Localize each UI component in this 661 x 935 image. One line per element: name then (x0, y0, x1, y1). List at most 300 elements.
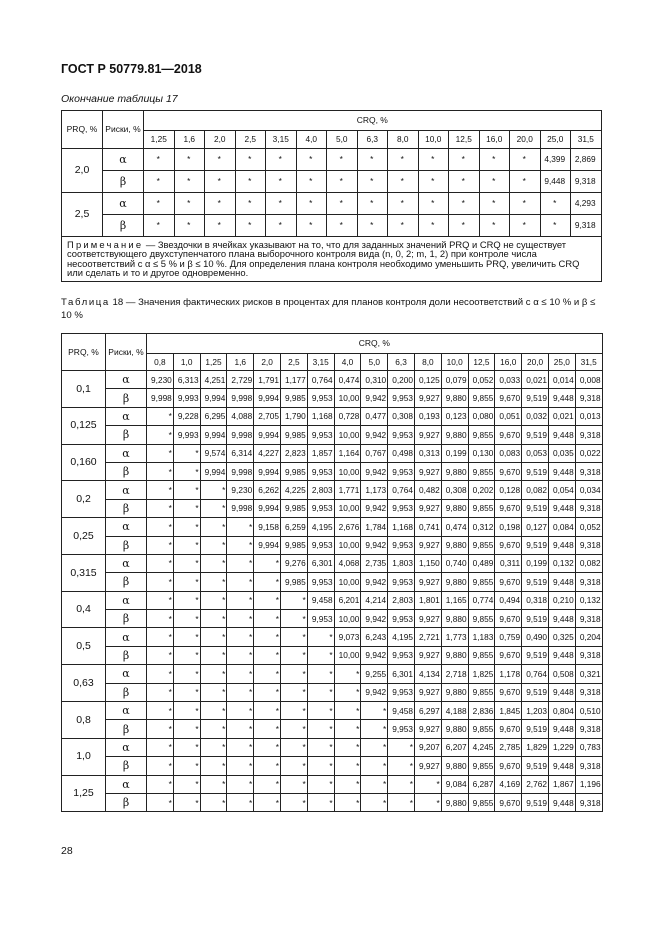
risk-value: * (174, 149, 205, 171)
risk-value: * (334, 665, 361, 683)
risk-value: 4,214 (361, 591, 388, 609)
risk-value: 9,670 (495, 389, 522, 407)
risk-value: * (266, 171, 297, 193)
risk-value: * (173, 573, 200, 591)
risk-value: 9,880 (441, 462, 468, 480)
risk-value: * (173, 738, 200, 756)
prq-value: 2,0 (62, 149, 103, 193)
risk-value: * (227, 646, 254, 664)
page-number: 28 (61, 845, 73, 857)
alpha-symbol: α (106, 591, 147, 609)
risk-value: * (205, 149, 236, 171)
risk-value: 9,953 (307, 462, 334, 480)
risk-value: * (173, 591, 200, 609)
risk-value: 9,985 (280, 462, 307, 480)
risk-value: 9,670 (495, 793, 522, 811)
risk-value: 0,741 (414, 518, 441, 536)
risk-value: 0,082 (575, 554, 602, 572)
risk-value: 1,801 (414, 591, 441, 609)
risk-value: * (479, 171, 510, 193)
risk-value: * (334, 702, 361, 720)
crq-value: 3,15 (266, 131, 297, 149)
risk-value: 0,082 (522, 481, 549, 499)
risk-value: 9,228 (173, 407, 200, 425)
risk-value: 9,994 (200, 462, 227, 480)
crq-value: 4,0 (334, 354, 361, 371)
risk-value: 6,287 (468, 775, 495, 793)
risk-value: * (280, 665, 307, 683)
risk-value: * (296, 215, 327, 237)
crq-value: 6,3 (388, 354, 415, 371)
crq-value: 20,0 (522, 354, 549, 371)
risk-value: * (361, 702, 388, 720)
risk-value: 9,318 (575, 683, 602, 701)
risk-value: 9,927 (414, 462, 441, 480)
risk-value: * (361, 793, 388, 811)
risk-value: * (227, 793, 254, 811)
beta-symbol: β (106, 462, 147, 480)
risk-value: 9,448 (548, 573, 575, 591)
risk-value: * (334, 720, 361, 738)
risk-value: * (147, 444, 174, 462)
risk-value: 0,021 (522, 371, 549, 389)
risk-value: 9,942 (361, 536, 388, 554)
risk-value: * (266, 193, 297, 215)
risk-value: * (254, 554, 281, 572)
risk-value: * (200, 591, 227, 609)
risk-value: 9,519 (522, 462, 549, 480)
crq-value: 8,0 (414, 354, 441, 371)
prq-value: 1,25 (62, 775, 106, 812)
risk-value: * (200, 665, 227, 683)
risk-value: * (235, 171, 266, 193)
risk-value: 9,953 (388, 610, 415, 628)
risk-value: 0,080 (468, 407, 495, 425)
risk-value: 9,574 (200, 444, 227, 462)
table-row (62, 426, 603, 444)
risk-value: * (144, 193, 175, 215)
risk-value: * (418, 215, 449, 237)
risk-value: * (449, 193, 480, 215)
risk-value: 0,083 (495, 444, 522, 462)
risk-value: * (254, 610, 281, 628)
risk-value: * (307, 775, 334, 793)
risk-value: * (510, 193, 541, 215)
prq-value: 0,125 (62, 407, 106, 444)
risk-value: 0,079 (441, 371, 468, 389)
risk-value: 9,985 (280, 499, 307, 517)
risk-value: * (173, 462, 200, 480)
risk-value: 0,193 (414, 407, 441, 425)
risk-value: 9,855 (468, 573, 495, 591)
risk-value: 0,204 (575, 628, 602, 646)
crq-value: 8,0 (388, 131, 419, 149)
risk-value: 2,803 (307, 481, 334, 499)
table-row (62, 683, 603, 701)
risk-value: * (147, 702, 174, 720)
risk-value: 10,00 (334, 536, 361, 554)
table-row (62, 702, 603, 720)
risk-value: 6,262 (254, 481, 281, 499)
risk-value: * (147, 518, 174, 536)
risk-value: 9,942 (361, 462, 388, 480)
risk-value: * (254, 738, 281, 756)
risk-value: 0,198 (495, 518, 522, 536)
risk-value: 9,276 (280, 554, 307, 572)
risk-value: * (334, 738, 361, 756)
risk-value: * (254, 757, 281, 775)
risk-value: * (205, 215, 236, 237)
risk-value: * (173, 720, 200, 738)
risk-value: 1,165 (441, 591, 468, 609)
risk-value: 4,227 (254, 444, 281, 462)
risk-value: * (414, 775, 441, 793)
risk-value: * (357, 215, 388, 237)
table-row (62, 444, 603, 462)
risk-value: 4,134 (414, 665, 441, 683)
risk-value: 9,318 (575, 573, 602, 591)
risk-value: 1,790 (280, 407, 307, 425)
risk-value: 1,791 (254, 371, 281, 389)
risk-value: 9,318 (571, 215, 602, 237)
risk-value: * (200, 573, 227, 591)
risk-value: * (227, 683, 254, 701)
risk-value: 9,855 (468, 536, 495, 554)
risk-value: 9,448 (548, 793, 575, 811)
risk-value: 9,448 (548, 757, 575, 775)
crq-value: 1,25 (200, 354, 227, 371)
risk-value: * (388, 775, 415, 793)
risk-value: 6,295 (200, 407, 227, 425)
risk-value: * (200, 683, 227, 701)
risk-value: * (361, 720, 388, 738)
risk-value: 0,740 (441, 554, 468, 572)
risk-value: * (147, 738, 174, 756)
note-text: — Звездочки в ячейках указывают на то, что для заданных значений PRQ и CRQ не существует соответствующего двухступенчатого плана выборочного контроля вида (n, 0, 2; m, 1, 2) при контроле числа несоответствий с α ≤ 5 % и β ≤ 10 %. Для определения плана контроля необходимо уменьшить PRQ, увеличить CRQ или сделать и то и другое одновременно. (67, 239, 580, 279)
table-row (62, 775, 603, 793)
risk-value: * (307, 757, 334, 775)
risk-value: * (173, 610, 200, 628)
risk-value: 0,308 (388, 407, 415, 425)
risk-value: 9,985 (280, 389, 307, 407)
risk-value: * (334, 793, 361, 811)
risk-value: 10,00 (334, 646, 361, 664)
risk-value: * (200, 793, 227, 811)
risk-value: 9,855 (468, 757, 495, 775)
risk-value: * (357, 171, 388, 193)
risk-value: 4,188 (441, 702, 468, 720)
risk-value: 0,313 (414, 444, 441, 462)
risk-value: * (147, 536, 174, 554)
risk-value: 4,225 (280, 481, 307, 499)
crq-value: 2,5 (235, 131, 266, 149)
table-row (62, 389, 603, 407)
risk-value: * (388, 171, 419, 193)
risk-value: 9,855 (468, 793, 495, 811)
risk-value: 9,953 (388, 573, 415, 591)
risk-value: 9,855 (468, 720, 495, 738)
risk-value: * (147, 610, 174, 628)
risk-value: 9,084 (441, 775, 468, 793)
risk-value: 9,448 (548, 499, 575, 517)
risk-value: 9,927 (414, 389, 441, 407)
risk-value: * (200, 738, 227, 756)
risk-value: 9,927 (414, 646, 441, 664)
risk-value: * (227, 610, 254, 628)
risk-value: 9,993 (173, 389, 200, 407)
crq-value: 1,6 (174, 131, 205, 149)
risk-value: 4,293 (571, 193, 602, 215)
risk-value: 9,880 (441, 720, 468, 738)
risk-value: 2,705 (254, 407, 281, 425)
risk-value: * (173, 481, 200, 499)
risk-value: 9,855 (468, 499, 495, 517)
risk-value: 9,953 (388, 646, 415, 664)
risk-value: 0,321 (575, 665, 602, 683)
risk-value: 9,927 (414, 573, 441, 591)
risk-value: 9,318 (575, 757, 602, 775)
risk-value: 9,953 (307, 426, 334, 444)
risk-value: * (307, 738, 334, 756)
beta-symbol: β (106, 757, 147, 775)
risk-value: 0,311 (495, 554, 522, 572)
risk-value: * (280, 793, 307, 811)
risk-value: * (147, 481, 174, 499)
crq-value: 3,15 (307, 354, 334, 371)
risk-value: 9,998 (227, 389, 254, 407)
risk-value: * (307, 683, 334, 701)
risk-value: * (418, 149, 449, 171)
risk-value: 1,829 (522, 738, 549, 756)
note-label: Примечание (67, 239, 144, 250)
risk-value: * (280, 720, 307, 738)
risk-value: * (147, 757, 174, 775)
table-row (62, 738, 603, 756)
risk-value: 9,880 (441, 610, 468, 628)
note-row (62, 237, 602, 282)
table-row (62, 193, 602, 215)
risk-value: * (200, 628, 227, 646)
risk-value: 9,318 (575, 426, 602, 444)
risk-value: * (227, 573, 254, 591)
risk-value: 0,774 (468, 591, 495, 609)
prq-value: 1,0 (62, 738, 106, 775)
risk-value: 6,297 (414, 702, 441, 720)
risk-value: 9,855 (468, 683, 495, 701)
risk-value: 0,804 (548, 702, 575, 720)
risk-value: 9,953 (307, 610, 334, 628)
risk-value: 1,773 (441, 628, 468, 646)
risk-value: 4,251 (200, 371, 227, 389)
risk-value: 9,519 (522, 426, 549, 444)
risk-value: 9,953 (388, 426, 415, 444)
risk-value: 9,073 (334, 628, 361, 646)
risk-value: 0,474 (441, 518, 468, 536)
risk-value: 9,448 (548, 462, 575, 480)
risk-value: 0,490 (522, 628, 549, 646)
risk-value: * (147, 462, 174, 480)
risk-value: 0,759 (495, 628, 522, 646)
risk-value: 9,880 (441, 499, 468, 517)
risk-value: * (173, 499, 200, 517)
risk-value: 9,318 (575, 499, 602, 517)
beta-symbol: β (106, 683, 147, 701)
risk-value: 0,032 (522, 407, 549, 425)
crq-value: 12,5 (468, 354, 495, 371)
risk-value: * (173, 665, 200, 683)
risk-value: 9,994 (200, 389, 227, 407)
risk-value: 6,314 (227, 444, 254, 462)
risk-value: 9,519 (522, 646, 549, 664)
risk-value: 0,318 (522, 591, 549, 609)
table18-caption-label: Таблица (61, 297, 110, 308)
risk-value: 9,880 (441, 646, 468, 664)
risk-value: * (147, 665, 174, 683)
risk-value: * (327, 171, 358, 193)
risk-value: * (147, 683, 174, 701)
crq-value: 16,0 (495, 354, 522, 371)
risk-value: 0,767 (361, 444, 388, 462)
table18-caption-text: 18 — Значения фактических рисков в процентах для планов контроля доли несоответствий с α ≤ 10 % и β ≤ 10 % (61, 297, 596, 321)
risk-value: * (174, 193, 205, 215)
risk-value: 6,313 (173, 371, 200, 389)
risk-value: * (418, 193, 449, 215)
risk-value: * (200, 646, 227, 664)
risk-value: 1,825 (468, 665, 495, 683)
risk-value: * (254, 591, 281, 609)
risk-value: 0,494 (495, 591, 522, 609)
risk-value: 9,519 (522, 389, 549, 407)
risk-value: 9,880 (441, 536, 468, 554)
table-row (62, 573, 603, 591)
crq-value: 6,3 (357, 131, 388, 149)
prq-value: 0,4 (62, 591, 106, 628)
risk-value: * (254, 646, 281, 664)
risk-value: 1,771 (334, 481, 361, 499)
risk-value: 0,127 (522, 518, 549, 536)
risk-value: * (307, 793, 334, 811)
table-row (62, 149, 602, 171)
beta-symbol: β (103, 171, 144, 193)
risk-value: * (200, 554, 227, 572)
alpha-symbol: α (106, 738, 147, 756)
table-row (62, 554, 603, 572)
crq-value: 10,0 (441, 354, 468, 371)
risk-value: * (200, 702, 227, 720)
risk-value: * (307, 665, 334, 683)
beta-symbol: β (106, 720, 147, 738)
risk-value: * (280, 628, 307, 646)
crq-value: 10,0 (418, 131, 449, 149)
risk-value: * (144, 171, 175, 193)
risk-value: * (327, 193, 358, 215)
risk-value: * (147, 573, 174, 591)
risk-value: 9,448 (548, 646, 575, 664)
risk-value: 9,880 (441, 757, 468, 775)
risk-value: 9,927 (414, 683, 441, 701)
risk-value: 9,458 (307, 591, 334, 609)
risk-value: 2,823 (280, 444, 307, 462)
crq-value: 1,0 (173, 354, 200, 371)
risk-value: 1,178 (495, 665, 522, 683)
risk-value: 9,880 (441, 573, 468, 591)
risk-value: 9,158 (254, 518, 281, 536)
risk-value: 9,985 (280, 426, 307, 444)
table17-note (62, 237, 602, 282)
risk-value: 9,230 (227, 481, 254, 499)
prq-header: PRQ, % (62, 111, 103, 149)
risk-value: * (388, 738, 415, 756)
risk-value: * (388, 149, 419, 171)
prq-value: 0,315 (62, 554, 106, 591)
risk-value: * (510, 215, 541, 237)
risk-value: 2,803 (388, 591, 415, 609)
table-row (62, 171, 602, 193)
risk-value: * (227, 591, 254, 609)
alpha-symbol: α (106, 444, 147, 462)
risk-value: * (173, 628, 200, 646)
risk-value: 9,942 (361, 610, 388, 628)
risk-header: Риски, % (103, 111, 144, 149)
risk-value: * (173, 518, 200, 536)
risk-value: 0,052 (575, 518, 602, 536)
prq-value: 0,63 (62, 665, 106, 702)
risk-value: 2,869 (571, 149, 602, 171)
risk-value: * (361, 775, 388, 793)
risk-value: * (540, 193, 571, 215)
risk-value: * (540, 215, 571, 237)
risk-value: 2,676 (334, 518, 361, 536)
risk-value: * (449, 171, 480, 193)
risk-value: 0,477 (361, 407, 388, 425)
risk-value: * (235, 215, 266, 237)
risk-value: 0,022 (575, 444, 602, 462)
risk-value: 9,942 (361, 426, 388, 444)
risk-value: 9,318 (575, 793, 602, 811)
risk-value: * (296, 193, 327, 215)
risk-value: 6,201 (334, 591, 361, 609)
risk-value: * (280, 702, 307, 720)
risk-value: 2,762 (522, 775, 549, 793)
risk-value: * (173, 536, 200, 554)
risk-value: * (388, 793, 415, 811)
risk-value: * (227, 665, 254, 683)
crq-value: 1,25 (144, 131, 175, 149)
risk-value: * (147, 646, 174, 664)
risk-value: * (307, 646, 334, 664)
risk-value: 0,783 (575, 738, 602, 756)
risk-value: * (254, 665, 281, 683)
risk-value: * (418, 171, 449, 193)
risk-value: * (173, 702, 200, 720)
risk-value: 1,203 (522, 702, 549, 720)
risk-value: * (280, 591, 307, 609)
risk-value: * (307, 702, 334, 720)
alpha-symbol: α (103, 149, 144, 171)
risk-value: 0,054 (548, 481, 575, 499)
risk-value: 4,068 (334, 554, 361, 572)
risk-value: 1,803 (388, 554, 415, 572)
risk-value: 1,183 (468, 628, 495, 646)
crq-value: 2,0 (254, 354, 281, 371)
risk-value: 9,985 (280, 573, 307, 591)
risk-value: * (200, 518, 227, 536)
alpha-symbol: α (106, 775, 147, 793)
risk-value: * (174, 215, 205, 237)
risk-value: 1,857 (307, 444, 334, 462)
risk-value: * (200, 720, 227, 738)
risk-value: * (227, 518, 254, 536)
